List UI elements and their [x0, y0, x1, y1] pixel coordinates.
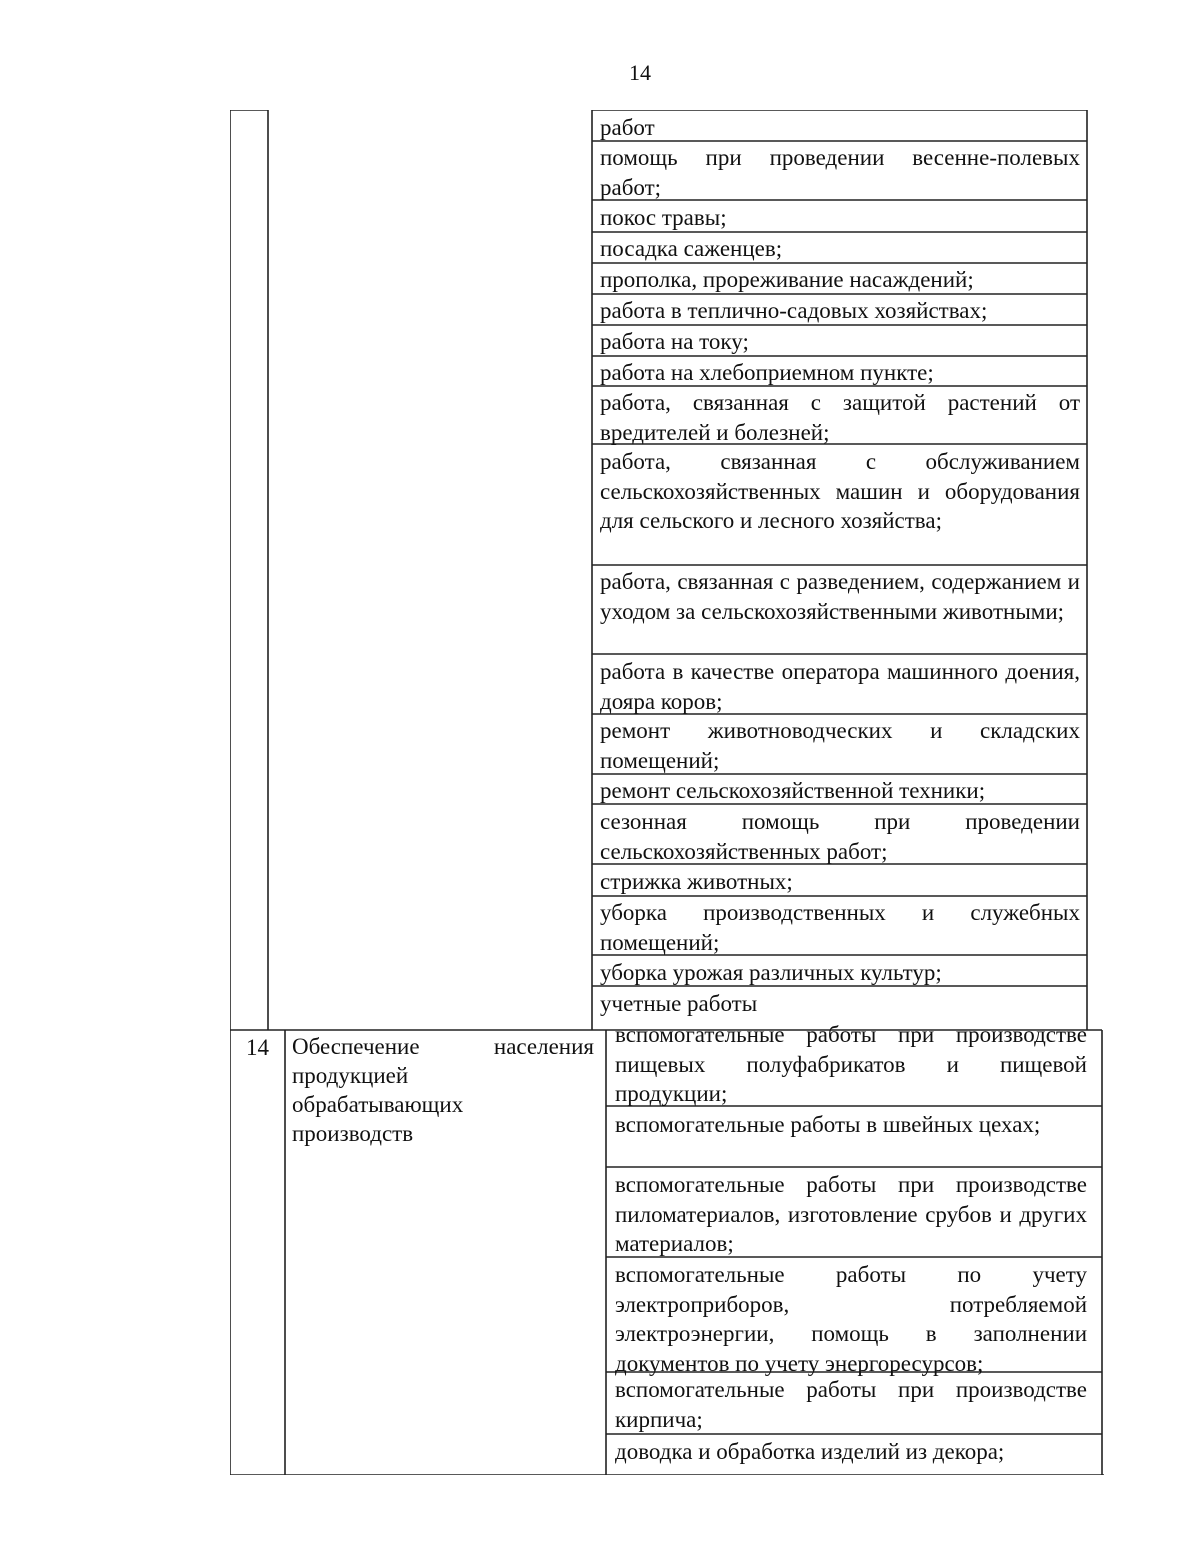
row-title-line: Обеспечение населения: [292, 1034, 594, 1059]
row-title-line: продукцией: [292, 1063, 409, 1088]
list-item: уборка производственных и служебных помещений;: [600, 900, 1080, 955]
list-item: доводка и обработка изделий из декора;: [615, 1439, 1005, 1464]
list-item: работа, связанная с обслуживанием сельскохозяйственных машин и оборудования для сельского и лесного хозяйства;: [600, 449, 1080, 533]
list-item: работа, связанная с разведением, содержанием и уходом за сельскохозяйственными животными;: [600, 569, 1080, 624]
list-item: вспомогательные работы в швейных цехах;: [615, 1112, 1041, 1137]
list-item: работ: [600, 115, 655, 140]
list-item: вспомогательные работы по учету электроприборов, потребляемой электроэнергии, помощь в заполнении документов по учету энергоресурсов;: [615, 1262, 1087, 1376]
list-item: работа в теплично-садовых хозяйствах;: [600, 298, 988, 323]
row-title-line: производств: [292, 1121, 414, 1146]
list-item: работа, связанная с защитой растений от вредителей и болезней;: [600, 390, 1080, 445]
page-number: 14: [629, 60, 651, 85]
list-item: сезонная помощь при проведении сельскохозяйственных работ;: [600, 809, 1080, 864]
list-item: помощь при проведении весенне-полевых работ;: [600, 145, 1080, 200]
list-item: вспомогательные работы при производстве пищевых полуфабрикатов и пищевой продукции;: [615, 1022, 1087, 1106]
list-item: вспомогательные работы при производстве кирпича;: [615, 1377, 1087, 1432]
row-title-line: обрабатывающих: [292, 1092, 464, 1117]
list-item: ремонт животноводческих и складских помещений;: [600, 718, 1080, 773]
list-item: уборка урожая различных культур;: [600, 960, 942, 985]
list-item: вспомогательные работы при производстве пиломатериалов, изготовление срубов и других материалов;: [615, 1172, 1087, 1256]
list-item: ремонт сельскохозяйственной техники;: [600, 778, 986, 803]
list-item: учетные работы: [600, 991, 758, 1016]
list-item: прополка, прореживание насаждений;: [600, 267, 974, 292]
list-item: работа в качестве оператора машинного доения, дояра коров;: [600, 659, 1080, 714]
list-item: покос травы;: [600, 205, 727, 230]
list-item: посадка саженцев;: [600, 236, 783, 261]
list-item: работа на хлебоприемном пункте;: [600, 360, 934, 385]
row-title: [292, 1032, 594, 1148]
row-number: 14: [246, 1035, 269, 1060]
list-item: стрижка животных;: [600, 869, 793, 894]
activity-table: [230, 110, 1104, 1475]
list-item: работа на току;: [600, 329, 749, 354]
